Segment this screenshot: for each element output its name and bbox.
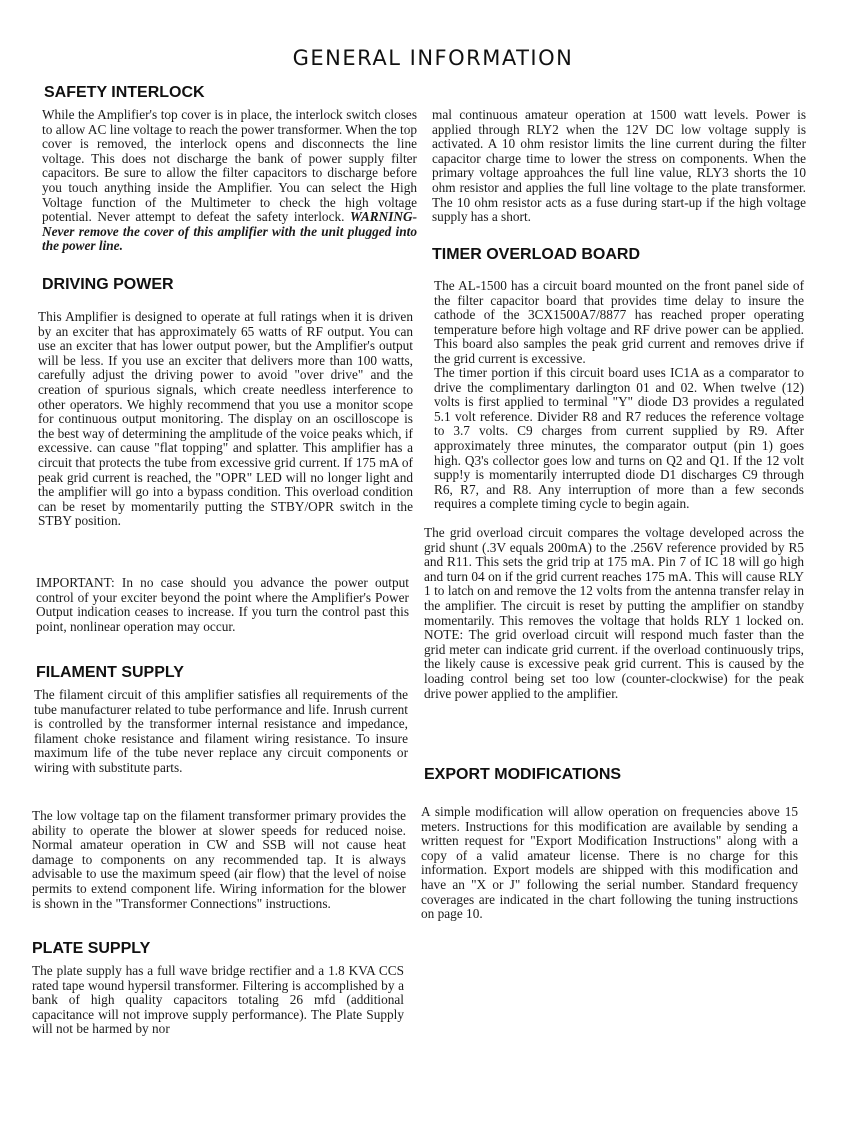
heading-export-modifications: EXPORT MODIFICATIONS xyxy=(424,766,622,783)
paragraph-safety-interlock xyxy=(42,108,417,254)
paragraph-plate-supply-continued: mal continuous amateur operation at 1500 watt levels. Power is applied through RLY2 when the 12V DC low voltage supply is activated. A 10 ohm resistor limits the line current during the filter capacitor charge time to lower the stress on components. When the primary voltage approahces the full line value, RLY3 shorts the 10 ohm resistor and applies the full line voltage to the plate transformer. The 10 ohm resistor acts as a fuse during start-up if the high voltage supply has a short. xyxy=(432,107,806,225)
paragraph-timer-circuit: The timer portion if this circuit board uses IC1A as a comparator to drive the complimentary darlington 01 and 02. When twelve (12) volts is first applied to terminal "Y" diode D3 provides a regulated 5.1 volt reference. Divider R8 and R7 reduces the reference voltage to 3.7 volts. C9 charges from current supplied by R9. After approximately three minutes, the comparator output (pin 1) goes high. Q3's collector goes low and turns on Q2 and Q1. If the 12 volt supp!y is momentarily interrupted diode D1 discharges C9 through R6, R7, and R8. Any interruption of more than a few seconds requires a complete timing cycle to begin again. xyxy=(434,365,804,512)
heading-filament-supply: FILAMENT SUPPLY xyxy=(36,664,184,681)
heading-driving-power: DRIVING POWER xyxy=(42,276,174,293)
paragraph-filament-supply: The filament circuit of this amplifier satisfies all requirements of the tube manufacturer related to tube performance and life. Inrush current is controlled by the transformer internal resistance and impedance, filament choke resistance and filament wiring resistance. To insure maximum life of the tube never replace any circuit components or wiring with substitute parts. xyxy=(34,687,408,775)
paragraph-export-modifications: A simple modification will allow operation on frequencies above 15 meters. Instructions for this modification are available by sending a written request for "Export Modification Instructions" along with a copy of a valid amateur license. There is no charge for this information. Export models are shipped with this modification and have an "X or J" following the serial number. Standard frequency coverages are indicated in the chart following the tuning instructions on page 10. xyxy=(421,804,798,922)
page-title: GENERAL INFORMATION xyxy=(292,46,574,70)
paragraph-timer-overload-intro: The AL-1500 has a circuit board mounted on the front panel side of the filter capacitor board that provides time delay to insure the cathode of the 3CX1500A7/8877 has reached proper operating temperature before high voltage and RF drive power can be applied. This board also samples the peak grid current and removes drive if the grid current is excessive. xyxy=(434,278,804,366)
heading-safety-interlock: SAFETY INTERLOCK xyxy=(44,84,205,101)
paragraph-driving-power: This Amplifier is designed to operate at full ratings when it is driven by an exciter that has approximately 65 watts of RF output. You can use an exciter that has lower output power, but the Amplifier's output will be less. If you use an exciter that delivers more than 100 watts, carefully adjust the driving power to avoid "over drive" and the creation of spurious signals, which create needless interference to other operators. We highly recommend that you use a monitor scope for continuous output monitoring. The display on an oscilloscope is the best way of determining the amplitude of the voice peaks which, if excessive. can cause "flat topping" and splatter. This amplifier has a circuit that protects the tube from excessive grid current. If 175 mA of peak grid current is reached, the "OPR" LED will no longer light and the amplifier will go into a bypass condition. This overload condition can be reset by momentarily putting the STBY/OPR switch in the STBY position. xyxy=(38,309,413,529)
heading-plate-supply: PLATE SUPPLY xyxy=(32,940,151,957)
paragraph-important: IMPORTANT: In no case should you advance the power output control of your exciter beyond the point where the Amplifier's Power Output indication ceases to increase. If you turn the control past this point, nonlinear operation may occur. xyxy=(36,575,409,634)
safety-interlock-text: While the Amplifier's top cover is in place, the interlock switch closes to allow AC line voltage to reach the power transformer. When the top cover is removed, the interlock opens and disconnects the line voltage. This does not discharge the bank of power supply filter capacitors. Be sure to allow the filter capacitors to discharge before you touch anything inside the Amplifier. You can select the High Voltage function of the Multimeter to check the high voltage potential. Never attempt to defeat the safety interlock. xyxy=(42,107,417,225)
heading-timer-overload: TIMER OVERLOAD BOARD xyxy=(432,246,640,263)
safety-warning: WARNING- Never remove the cover of this amplifier with the unit plugged into the power line. xyxy=(42,209,417,254)
paragraph-grid-overload: The grid overload circuit compares the voltage developed across the grid shunt (.3V equals 200mA) to the .256V reference provided by R5 and R11. This sets the grid trip at 175 mA. Pin 7 of IC 18 will go high and turn 04 on if the grid current reaches 175 mA. This will cause RLY 1 to latch on and remove the 12 volts from the antenna transfer relay in the amplifier. The circuit is reset by putting the amplifier on standby momentarily. This removes the voltage that holds RLY 1 locked on. NOTE: The grid overload circuit will respond much faster than the grid meter can indicate grid current. if the overload continuously trips, the likely cause is excessive peak grid current. This is caused by the loading control being set too low (counter-clockwise) for the peak drive power applied to the amplifier. xyxy=(424,525,804,701)
paragraph-low-voltage-tap: The low voltage tap on the filament transformer primary provides the ability to operate the blower at slower speeds for reduced noise. Normal amateur operation in CW and SSB will not cause heat damage to components on any recommended tap. It is always advisable to use the maximum speed (air flow) that the level of noise permits to extend component life. Wiring information for the blower is shown in the "Transformer Connections" instructions. xyxy=(32,808,406,911)
paragraph-plate-supply: The plate supply has a full wave bridge rectifier and a 1.8 KVA CCS rated tape wound hypersil transformer. Filtering is accomplished by a bank of high quality capacitors totaling 26 mfd (additional capacitance will not improve supply performance). The Plate Supply will not be harmed by nor xyxy=(32,963,404,1037)
